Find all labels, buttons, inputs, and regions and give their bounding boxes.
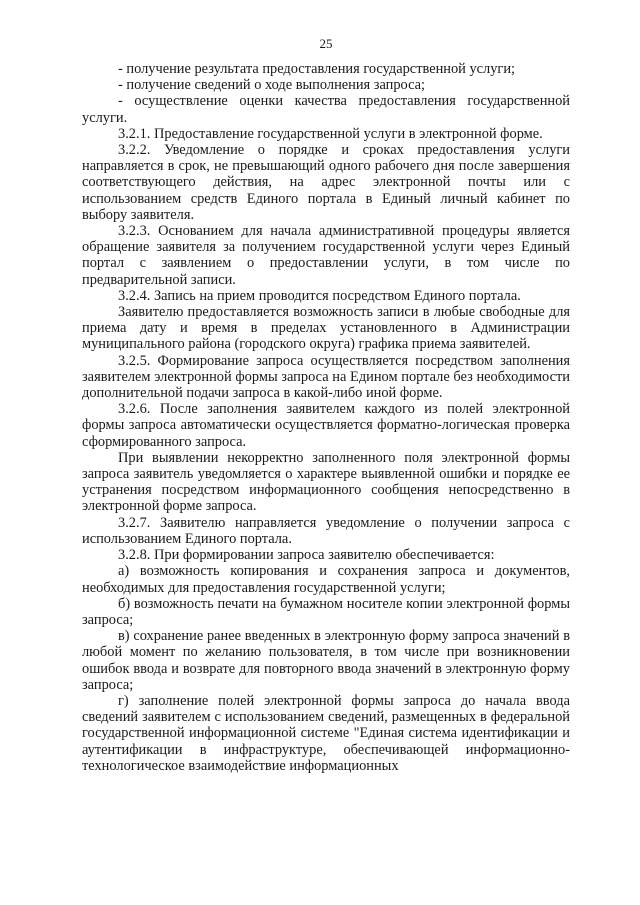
clause-3-2-4: 3.2.4. Запись на прием проводится посредством Единого портала. bbox=[118, 287, 521, 304]
clause-3-2-6: 3.2.6. После заполнения заявителем каждого из полей электронной формы запроса автоматически осуществляется форматно-логическая проверка сформированного запроса. bbox=[82, 401, 570, 450]
sub-item-g: г) заполнение полей электронной формы запроса до начала ввода сведений заявителем с использованием сведений, размещенных в федеральной государственной информационной системе "Единая система идентификации и аутентификации в инфраструктуре, обеспечивающей информационно-технологическое взаимодействие информационных bbox=[82, 692, 570, 774]
clause-3-2-4-detail: Заявителю предоставляется возможность записи в любые свободные для приема дату и время в пределах установленного в Администрации муниципального района (городского округа) графика приема заявителей. bbox=[82, 304, 570, 353]
clause-3-2-1: 3.2.1. Предоставление государственной услуги в электронной форме. bbox=[118, 125, 543, 142]
list-item-result: - получение результата предоставления государственной услуги; bbox=[118, 61, 516, 77]
clause-3-2-8: 3.2.8. При формировании запроса заявителю обеспечивается: bbox=[118, 547, 495, 564]
sub-item-a: а) возможность копирования и сохранения запроса и документов, необходимых для предоставления государственной услуги; bbox=[82, 563, 570, 596]
sub-item-v: в) сохранение ранее введенных в электронную форму запроса значений в любой момент по желанию пользователя, в том числе при возникновении ошибок ввода и возврате для повторного ввода значений в электронную форму запроса; bbox=[82, 628, 570, 693]
list-item-quality-assessment: - осуществление оценки качества предоставления государственной услуги. bbox=[82, 93, 570, 126]
clause-3-2-7: 3.2.7. Заявителю направляется уведомление о получении запроса с использованием Единого портала. bbox=[82, 514, 570, 547]
clause-3-2-5: 3.2.5. Формирование запроса осуществляется посредством заполнения заявителем электронной формы запроса на Едином портале без необходимости дополнительной подачи запроса в какой-либо иной форме. bbox=[82, 352, 570, 402]
sub-item-b: б) возможность печати на бумажном носителе копии электронной формы запроса; bbox=[82, 595, 570, 628]
list-item-progress-info: - получение сведений о ходе выполнения запроса; bbox=[118, 77, 426, 94]
clause-3-2-6-detail: При выявлении некорректно заполненного поля электронной формы запроса заявитель уведомляется о характере выявленной ошибки и порядке ее устранения посредством информационного сообщения непосредственно в электронной форме запроса. bbox=[82, 449, 570, 515]
page-number: 25 bbox=[319, 36, 333, 51]
document-page bbox=[82, 36, 570, 774]
clause-3-2-2: 3.2.2. Уведомление о порядке и сроках предоставления услуги направляется в срок, не превышающий одного рабочего дня после завершения соответствующего действия, на адрес электронной почты или с использованием средств Единого портала в Единый личный кабинет по выбору заявителя. bbox=[82, 142, 570, 223]
clause-3-2-3: 3.2.3. Основанием для начала административной процедуры является обращение заявителя за получением государственной услуги через Единый портал с заявлением о предоставлении услуги, в том числе по предварительной записи. bbox=[82, 223, 570, 288]
